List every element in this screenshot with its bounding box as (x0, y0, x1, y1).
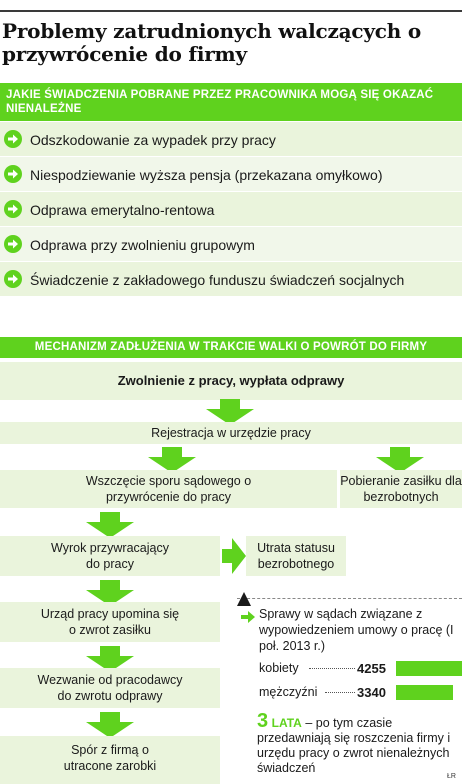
right-arrow-icon (222, 538, 246, 574)
down-arrow-icon (86, 512, 134, 538)
step-office-reminder-label: Urząd pracy upomina się o zwrot zasiłku (40, 607, 180, 637)
step-status-loss: Utrata statusu bezrobotnego (246, 536, 346, 576)
stat-bar (396, 685, 453, 700)
step-office-reminder (0, 602, 220, 642)
stat-row-women (259, 659, 459, 679)
benefit-label: Świadczenie z zakładowego funduszu świadczeń socjalnych (30, 272, 405, 288)
step-lawsuit (0, 470, 337, 508)
stat-bar (396, 661, 462, 676)
footnote-number: 3 (257, 710, 269, 732)
step-employer-demand (0, 668, 220, 708)
benefit-list (0, 122, 462, 297)
benefits-header: JAKIE ŚWIADCZENIA POBRANE PRZEZ PRACOWNIKA MOGĄ SIĘ OKAZAĆ NIENALEŻNE (0, 83, 462, 121)
benefit-label: Odprawa przy zwolnieniu grupowym (30, 237, 255, 253)
step-verdict (0, 536, 220, 576)
step-benefit: Pobieranie zasiłku dla bezrobotnych (340, 470, 462, 508)
step-lawsuit-label: Wszczęcie sporu sądowego o przywrócenie do pracy (85, 474, 252, 504)
leader-dots (309, 668, 355, 669)
arrow-bullet-icon (4, 165, 22, 183)
list-item (0, 192, 462, 227)
arrow-bullet-icon (4, 270, 22, 288)
page-title: Problemy zatrudnionych walczących o przywrócenie do firmy (2, 19, 421, 66)
step-verdict-label: Wyrok przywracający do pracy (51, 541, 169, 571)
list-item (0, 122, 462, 157)
pin-icon (237, 592, 251, 606)
list-item (0, 227, 462, 262)
step-dispute-label: Spór z firmą o utracone zarobki (63, 743, 157, 773)
benefit-label: Odprawa emerytalno-rentowa (30, 202, 215, 218)
step-dismissal: Zwolnienie z pracy, wypłata odprawy (0, 362, 462, 400)
step-employer-demand-label: Wezwanie od pracodawcy do zwrotu odprawy (37, 673, 183, 703)
footnote-text: – po tym czasie przedawniają się roszczenia firmy i urzędu pracy o zwrot nienależnych świadczeń (257, 716, 451, 775)
list-item (0, 262, 462, 297)
arrow-bullet-icon (4, 235, 22, 253)
court-cases-stats (237, 598, 462, 784)
statute-footnote (257, 710, 461, 776)
leader-dots (325, 692, 355, 693)
benefit-label: Odszkodowanie za wypadek przy pracy (30, 132, 276, 148)
mechanism-header: MECHANIZM ZADŁUŻENIA W TRAKCIE WALKI O POWRÓT DO FIRMY (0, 337, 462, 358)
author-credit: ŁR (447, 773, 456, 780)
stat-value: 3340 (357, 685, 386, 700)
stat-value: 4255 (357, 661, 386, 676)
stat-label: mężczyźni (259, 685, 318, 699)
stat-row-men (259, 683, 459, 703)
list-item (0, 157, 462, 192)
footnote-unit: LATA (271, 716, 302, 730)
stats-title: Sprawy w sądach związane z wypowiedzeniem umowy o pracę (I poł. 2013 r.) (259, 607, 454, 653)
step-dispute (0, 736, 220, 784)
stat-label: kobiety (259, 661, 299, 675)
down-arrow-icon (86, 712, 134, 738)
benefit-label: Niespodziewanie wyższa pensja (przekazana omyłkowo) (30, 167, 383, 183)
step-registration: Rejestracja w urzędzie pracy (0, 422, 462, 444)
arrow-bullet-icon (4, 200, 22, 218)
top-rule (0, 10, 462, 12)
arrow-bullet-icon (241, 611, 255, 623)
arrow-bullet-icon (4, 130, 22, 148)
